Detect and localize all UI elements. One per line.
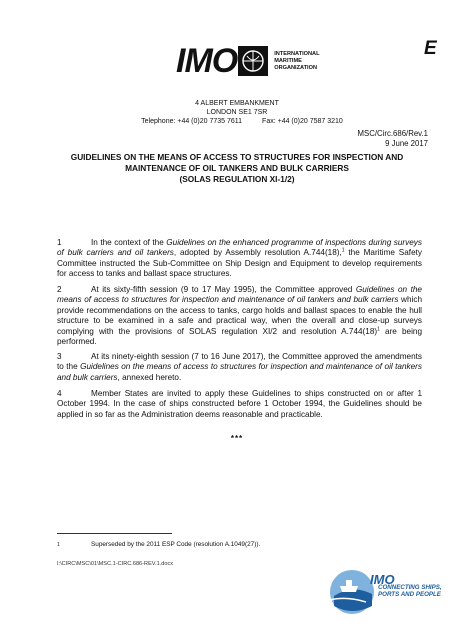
address-city: LONDON SE1 7SR <box>206 109 268 116</box>
contact-line <box>10 117 474 126</box>
paragraph-text: , adopted by Assembly resolution A.744(18), <box>173 248 342 258</box>
paragraph-italic-text: Guidelines on the means of access to structures for inspection and maintenance of oil tankers and bulk carriers <box>57 285 422 305</box>
footer-imo-text: IMO <box>370 572 395 587</box>
paragraph-1 <box>57 238 422 280</box>
paragraph-2 <box>57 285 422 347</box>
title-line: (SOLAS REGULATION XI-1/2) <box>179 174 295 184</box>
address-block <box>0 99 474 126</box>
un-emblem-icon <box>238 46 268 76</box>
paragraph-italic-text: Guidelines on the means of access to structures for inspection and maintenance of oil tankers and bulk carriers <box>57 362 423 382</box>
paragraph-text: At its sixty-fifth session (9 to 17 May 1995), the Committee approved <box>91 285 356 294</box>
paragraph-text: Member States are invited to apply these Guidelines to ships constructed on or after 1 October 1994. In the case of ships constructed before 1 October 1994, the Guidelines should be applied in so far as the Administration deems reasonable and practicable. <box>57 389 422 419</box>
connecting-ships-logo <box>326 566 444 618</box>
paragraph-text: are being performed. <box>57 326 422 347</box>
document-symbol: MSC/Circ.686/Rev.1 <box>357 129 428 138</box>
document-reference <box>358 129 428 149</box>
paragraph-3 <box>57 352 422 383</box>
paragraph-text: At its ninety-eighth session (7 to 16 June 2017), the Committee approved the amendments to the <box>57 352 422 372</box>
footnote-ref[interactable]: 1 <box>341 247 345 254</box>
paragraph-text: , annexed hereto. <box>117 372 182 382</box>
language-code: E <box>424 38 437 59</box>
imo-logo <box>176 44 334 78</box>
paragraph-italic-text: Guidelines on the enhanced programme of inspections during surveys of bulk carriers and oil tankers <box>57 238 422 258</box>
imo-logo-text: IMO <box>176 42 238 80</box>
title-line: GUIDELINES ON THE MEANS OF ACCESS TO STRUCTURES FOR INSPECTION AND <box>70 152 404 162</box>
paragraph-body <box>57 352 422 383</box>
org-name-line: MARITIME <box>274 57 302 64</box>
file-path: I:\CIRC\MSC\01\MSC.1-CIRC.686-REV.1.docx <box>57 561 174 567</box>
tagline-line: CONNECTING SHIPS, <box>378 584 442 591</box>
paragraph-number: 2 <box>57 285 62 294</box>
paragraph-body <box>57 285 422 347</box>
globe-ship-icon <box>326 566 376 618</box>
telephone: Telephone: +44 (0)20 7735 7611 <box>141 118 243 125</box>
paragraph-text: the Maritime Safety Committee instructed the Sub-Committee on Ship Design and Equipment to develop requirements for access to tanks and ballast space structures. <box>57 248 422 279</box>
fax: Fax: +44 (0)20 7587 3210 <box>262 118 343 125</box>
paragraph-body <box>57 238 422 280</box>
footnote <box>57 541 260 549</box>
footer-tagline <box>378 584 458 598</box>
footnote-text: Superseded by the 2011 ESP Code (resolution A.1049(27)). <box>91 541 261 548</box>
footnote-number: 1 <box>57 542 60 548</box>
paragraph-number: 1 <box>57 238 62 247</box>
footnote-divider <box>57 533 172 534</box>
org-name-line: ORGANIZATION <box>274 64 317 71</box>
paragraph-number: 3 <box>57 352 62 361</box>
document-date: 9 June 2017 <box>385 139 428 148</box>
org-name-line: INTERNATIONAL <box>274 50 320 57</box>
paragraph-text: which provide recommendations on the access to tanks, cargo holds and ballast spaces to enable the hull structure to be examined in a safe and practical way, when the overall and close-up surveys complying with the provisions of SOLAS regulation XI/2 and resolution A.744(18) <box>57 295 422 336</box>
paragraph-4 <box>57 389 422 420</box>
paragraph-body <box>57 389 422 420</box>
paragraph-number: 4 <box>57 389 62 398</box>
footnote-ref[interactable]: 1 <box>377 325 380 332</box>
address-street: 4 ALBERT EMBANKMENT <box>195 100 279 107</box>
tagline-line: PORTS AND PEOPLE <box>378 591 441 598</box>
section-separator: *** <box>230 434 244 443</box>
title-line: MAINTENANCE OF OIL TANKERS AND BULK CARRIERS <box>125 163 349 173</box>
paragraph-text: In the context of the <box>91 238 167 247</box>
document-title <box>40 152 434 185</box>
organization-name <box>274 51 334 72</box>
